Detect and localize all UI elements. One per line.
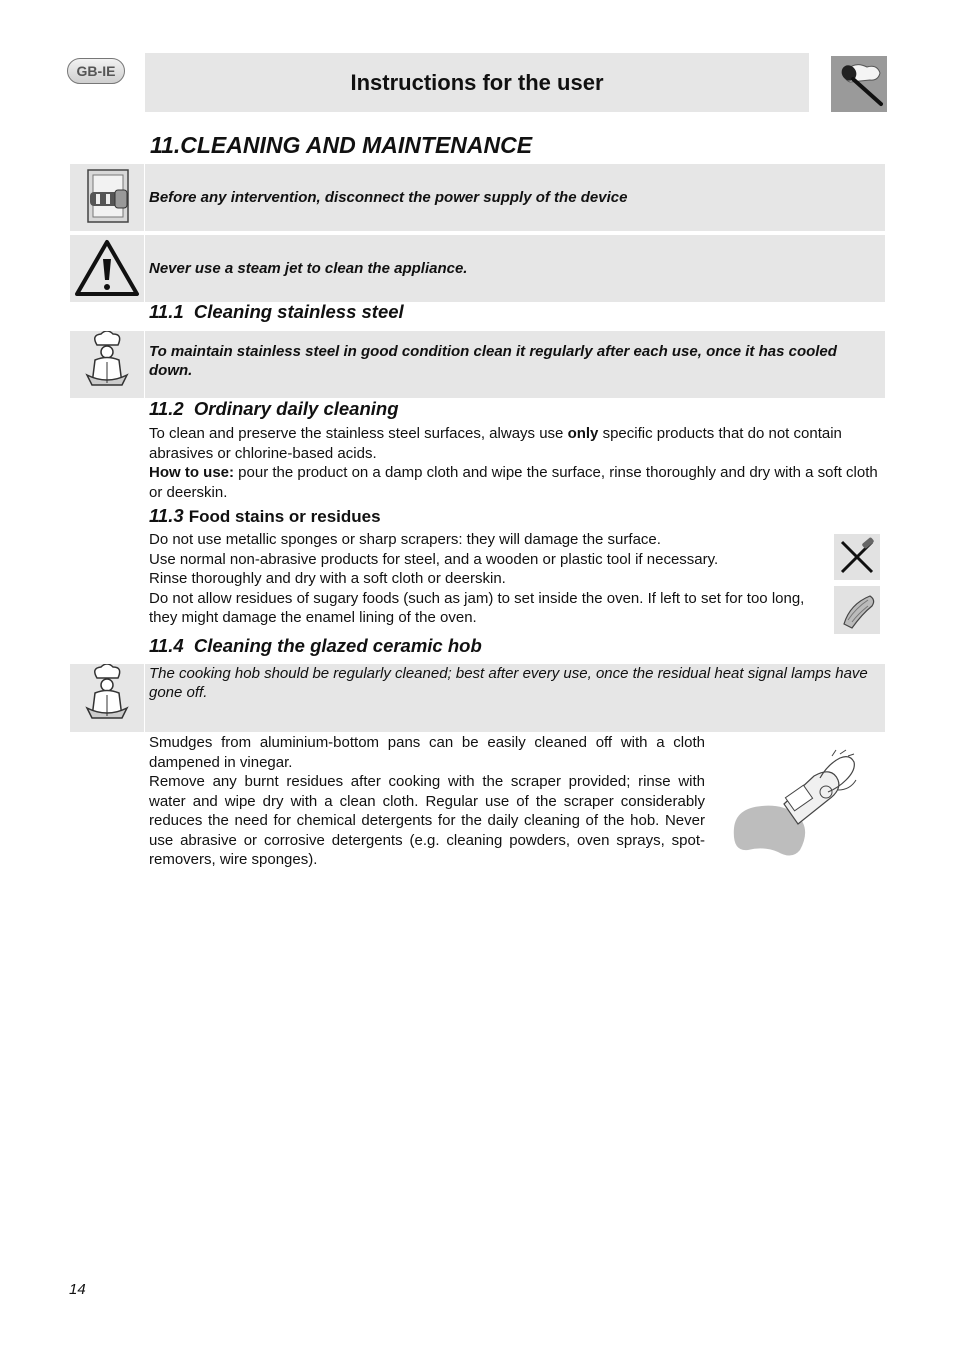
subsection-number: 11.3	[149, 505, 184, 526]
warning-icon-cell	[70, 235, 144, 302]
power-plug-icon	[70, 164, 144, 231]
text-line: Use normal non-abrasive products for steel, and a wooden or plastic tool if necessary.	[149, 550, 719, 568]
chef-icon	[70, 331, 144, 398]
paragraph: Remove any burnt residues after cooking with the scraper provided; rinse with water and wipe dry with a clean cloth. Regular use of the scraper considerably reduces the need for chemical detergents for the daily cleaning of the hob. Never use abrasive or corrosive detergents (e.g. cleaning powders, oven sprays, spot-removers, wire sponges).	[149, 773, 705, 868]
subsection-heading: Food stains or residues	[188, 507, 381, 526]
chef-icon	[70, 664, 144, 732]
text-line: Do not use metallic sponges or sharp scrapers: they will damage the surface.	[149, 531, 661, 548]
section-title: 11.CLEANING AND MAINTENANCE	[150, 132, 533, 158]
header-bar	[145, 53, 809, 112]
subsection-heading: Cleaning the glazed ceramic hob	[193, 635, 482, 656]
paragraph	[149, 424, 885, 463]
subsection-title-11-1	[149, 301, 404, 323]
subsection-title-11-2	[149, 398, 399, 420]
subsection-number: 11.1	[149, 301, 184, 322]
spoon-and-chef-hat-icon	[831, 56, 887, 112]
cleaning-note	[145, 331, 885, 398]
sponge-icon	[834, 586, 880, 634]
text-line: Rinse thoroughly and dry with a soft cloth or deerskin.	[149, 570, 506, 587]
language-badge: GB-IE	[67, 58, 125, 84]
warning-text: Before any intervention, disconnect the power supply of the device	[149, 189, 628, 206]
hob-note-text: The cooking hob should be regularly cleaned; best after every use, once the residual heat signal lamps have gone off.	[149, 665, 868, 701]
emphasis: only	[567, 425, 599, 442]
warning-text: Never use a steam jet to clean the appliance.	[149, 260, 468, 277]
subsection-title-11-3	[149, 505, 381, 527]
text-run: specific products that do not contain abrasives or chlorine-based acids.	[149, 425, 842, 462]
subsection-heading: Ordinary daily cleaning	[193, 398, 399, 419]
text-line: Do not allow residues of sugary foods (such as jam) to set inside the oven. If left to set for too long, they might damage the enamel lining of the oven.	[149, 589, 805, 626]
paragraph	[149, 463, 885, 502]
hand-scraper-illustration	[728, 748, 868, 870]
hob-cleaning-text	[149, 733, 705, 870]
crossed-scraper-icon	[834, 534, 880, 580]
chef-icon-cell	[70, 331, 144, 398]
hob-note	[145, 664, 885, 732]
daily-cleaning-text	[149, 424, 885, 502]
text-run: To clean and preserve the stainless steel surfaces, always use	[149, 425, 568, 442]
page-number: 14	[69, 1281, 86, 1298]
subsection-number: 11.4	[149, 635, 184, 656]
emphasis: How to use:	[149, 464, 234, 481]
page-header-title: Instructions for the user	[350, 69, 604, 95]
warning-triangle-icon	[70, 235, 144, 302]
text-run: pour the product on a damp cloth and wipe the surface, rinse thoroughly and dry with a soft cloth or deerskin.	[149, 464, 878, 501]
food-stains-text	[149, 530, 825, 628]
warning-note	[145, 235, 885, 302]
subsection-number: 11.2	[149, 398, 184, 419]
warning-icon-cell	[70, 164, 144, 231]
subsection-title-11-4	[149, 635, 482, 657]
warning-note	[145, 164, 885, 231]
subsection-heading: Cleaning stainless steel	[193, 301, 404, 322]
chef-icon-cell	[70, 664, 144, 732]
cleaning-note-text: To maintain stainless steel in good condition clean it regularly after each use, once it has cooled down.	[149, 343, 837, 379]
paragraph: Smudges from aluminium-bottom pans can be easily cleaned off with a cloth dampened in vinegar.	[149, 734, 705, 771]
